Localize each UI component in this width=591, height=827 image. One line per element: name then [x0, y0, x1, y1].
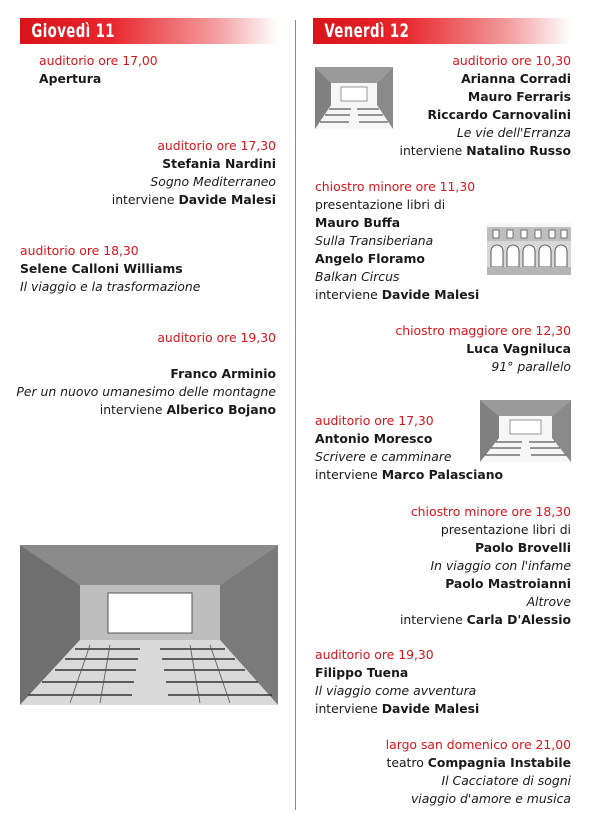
event-performer: teatro Compagnia Instabile [386, 755, 571, 770]
event-right-1 [400, 52, 572, 160]
event-work: Scrivere e camminare [315, 449, 452, 464]
event-speaker: Luca Vagniluca [466, 341, 571, 356]
event-when: auditorio ore 19,30 [157, 330, 276, 345]
event-work: Il viaggio come avventura [315, 683, 477, 698]
event-when: chiostro minore ore 18,30 [410, 504, 571, 519]
event-work: 91° parallelo [491, 359, 571, 374]
event-moderator: interviene Davide Malesi [315, 287, 480, 302]
event-speaker: Arianna Corradi [461, 71, 571, 86]
event-moderator: interviene Marco Palasciano [315, 467, 504, 482]
event-when: auditorio ore 17,30 [157, 138, 276, 153]
cloister-sketch [487, 223, 571, 275]
event-moderator: interviene Davide Malesi [315, 701, 480, 716]
event-work: Il viaggio e la trasformazione [20, 279, 201, 294]
auditorium-sketch-large [20, 545, 278, 705]
event-work: Sulla Transiberiana [315, 233, 434, 248]
event-when: chiostro maggiore ore 12,30 [395, 323, 571, 338]
event-speaker: Filippo Tuena [315, 665, 409, 680]
event-right-5 [400, 503, 571, 629]
event-work: viaggio d'amore e musica [410, 791, 571, 806]
event-speaker: Stefania Nardini [162, 156, 276, 171]
event-speaker: Selene Calloni Williams [20, 261, 183, 276]
event-when: largo san domenico ore 21,00 [385, 737, 571, 752]
event-left-4 [16, 329, 276, 419]
event-work: Altrove [526, 594, 571, 609]
event-work: Per un nuovo umanesimo delle montagne [16, 384, 276, 399]
event-speaker: Antonio Moresco [315, 431, 433, 446]
event-right-6 [315, 646, 479, 718]
event-moderator: interviene Natalino Russo [399, 143, 571, 158]
day-header-left: Giovedì 11 [31, 20, 115, 42]
event-speaker: Mauro Buffa [315, 215, 401, 230]
event-right-2 [315, 178, 479, 304]
auditorium-sketch-small-1 [315, 67, 393, 129]
event-right-7 [386, 736, 571, 808]
event-moderator: interviene Davide Malesi [111, 192, 276, 207]
event-speaker: Mauro Ferraris [467, 89, 571, 104]
event-moderator: interviene Alberico Bojano [99, 402, 276, 417]
event-work: In viaggio con l'infame [430, 558, 571, 573]
event-when: auditorio ore 17,30 [315, 413, 434, 428]
event-when: chiostro minore ore 11,30 [315, 179, 476, 194]
event-left-3 [20, 242, 200, 296]
event-when: auditorio ore 19,30 [315, 647, 434, 662]
event-right-3 [395, 322, 571, 376]
event-speaker: Riccardo Carnovalini [427, 107, 571, 122]
event-moderator: interviene Carla D'Alessio [399, 612, 571, 627]
day-header-right: Venerdì 12 [324, 20, 410, 42]
event-when: auditorio ore 17,00 [39, 53, 158, 68]
column-divider [295, 20, 296, 810]
event-intro: presentazione libri di [440, 522, 571, 537]
event-intro: presentazione libri di [315, 197, 446, 212]
event-speaker: Angelo Floramo [315, 251, 425, 266]
event-when: auditorio ore 10,30 [452, 53, 571, 68]
event-left-2 [112, 137, 276, 209]
event-work: Balkan Circus [315, 269, 400, 284]
event-when: auditorio ore 18,30 [20, 243, 139, 258]
event-work: Le vie dell'Erranza [456, 125, 571, 140]
event-speaker: Franco Arminio [170, 366, 276, 381]
event-work: Sogno Mediterraneo [150, 174, 276, 189]
event-speaker: Paolo Brovelli [475, 540, 571, 555]
event-right-4 [315, 412, 503, 484]
event-work: Il Cacciatore di sogni [441, 773, 571, 788]
event-left-1 [39, 52, 158, 88]
event-speaker: Paolo Mastroianni [445, 576, 571, 591]
event-title: Apertura [39, 71, 102, 86]
